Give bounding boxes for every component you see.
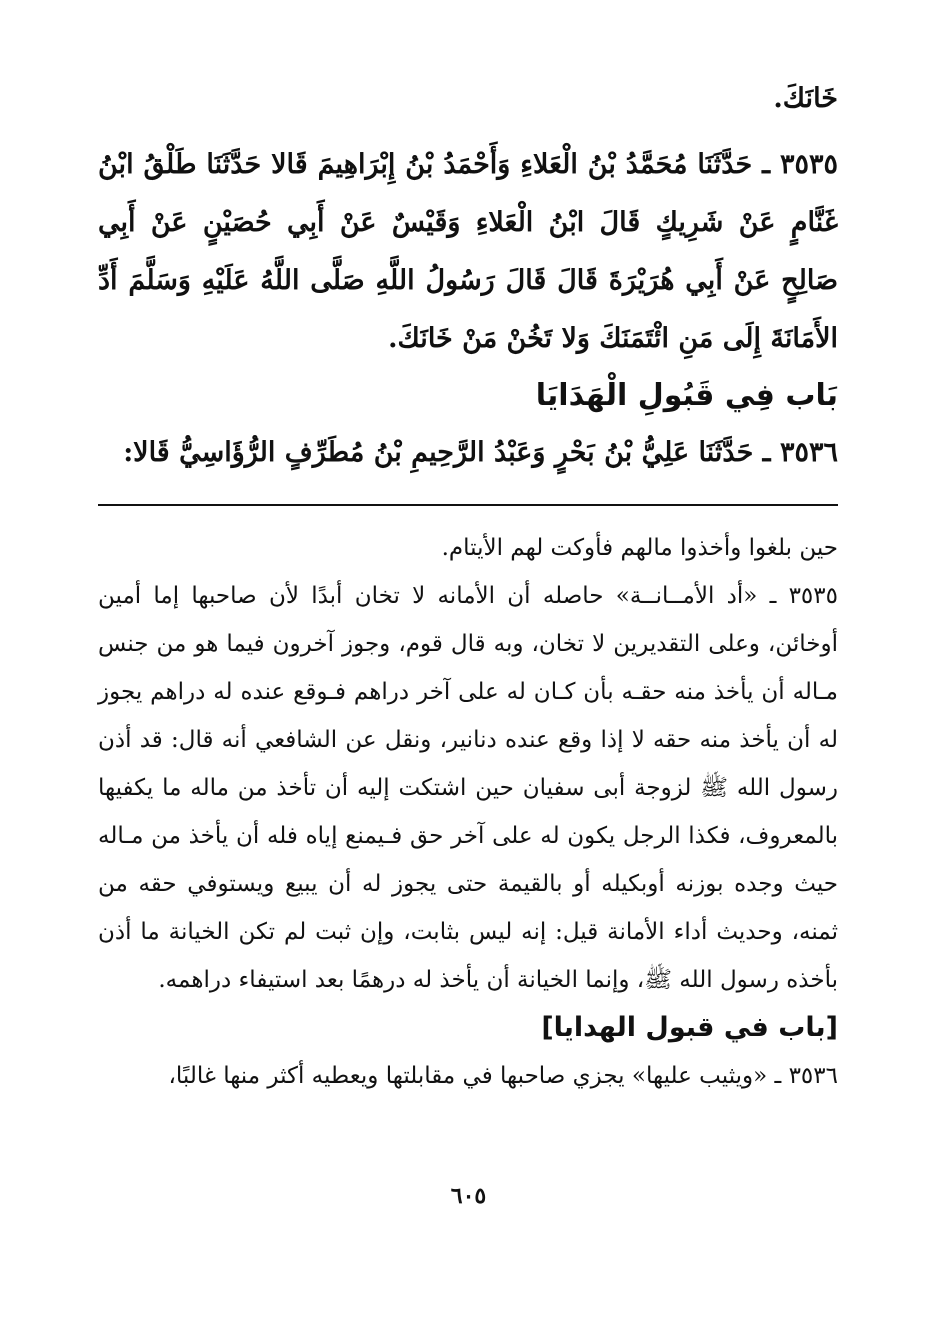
footnote-divider bbox=[98, 504, 838, 506]
hadith-text bbox=[98, 70, 838, 482]
commentary-intro: حين بلغوا وأخذوا مالهم فأوكت لهم الأيتام. bbox=[441, 535, 838, 561]
commentary-note-3535: ٣٥٣٥ ـ «أد الأمــانــة» حاصله أن الأمانه لا تخان أبدًا لأن صاحبها إما أمين أوخائن، وعلى التقديرين لا تخان، وبه قال قوم، وجوز آخرون فيما هو من جنس مـاله أن يأخذ منه حقـه بأن كـان له على آخر دراهم فـوقع عنده له دراهم يجوز له أن يأخذ منه حقه لا إذا وقع عنده دنانير، ونقل عن الشافعي أنه قال: قد أذن رسول الله ﷺ لزوجة أبى سفيان حين اشتكت إليه أن تأخذ من ماله ما يكفيها بالمعروف، فكذا الرجل يكون له على آخر حق فـيمنع إياه فله أن يأخذ من مـاله حيث وجده بوزنه أوبكيله أو بالقيمة حتى يجوز له أن يبيع ويستوفي حقه من ثمنه، وحديث أداء الأمانة قيل: إنه ليس بثابت، وإن ثبت لم تكن الخيانة ما أذن بأخذه رسول الله ﷺ، وإنما الخيانة أن يأخذ له درهمًا بعد استيفاء دراهمه. bbox=[98, 583, 838, 993]
commentary-section bbox=[98, 524, 838, 1100]
page-number: ٦٠٥ bbox=[450, 1183, 487, 1209]
commentary-chapter-title: [باب في قبول الهدايا] bbox=[541, 1012, 838, 1043]
hadith-continuation: خَانَكَ. bbox=[773, 83, 838, 114]
book-page bbox=[98, 70, 838, 1310]
hadith-3536: ٣٥٣٦ ـ حَدَّثَنَا عَلِيُّ بْنُ بَحْرٍ وَعَبْدُ الرَّحِيمِ بْنُ مُطَرِّفٍ الرُّؤَاسِيُّ قَالا: bbox=[123, 437, 838, 468]
hadith-3535: ٣٥٣٥ ـ حَدَّثَنَا مُحَمَّدُ بْنُ الْعَلاءِ وَأَحْمَدُ بْنُ إِبْرَاهِيمَ قَالا حَدَّثَنَا طَلْقُ ابْنُ غَنَّامٍ عَنْ شَرِيكٍ قَالَ ابْنُ الْعَلاءِ وَقَيْسٌ عَنْ أَبِي حُصَيْنٍ عَنْ أَبِي صَالِحٍ عَنْ أَبِي هُرَيْرَةَ قَالَ قَالَ رَسُولُ اللَّهِ صَلَّى اللَّهُ عَلَيْهِ وَسَلَّمَ أَدِّ الأَمَانَةَ إِلَى مَنِ ائْتَمَنَكَ وَلا تَخُنْ مَنْ خَانَكَ. bbox=[98, 149, 838, 354]
chapter-title: بَاب فِي قَبُولِ الْهَدَايَا bbox=[535, 378, 838, 413]
commentary-note-3536: ٣٥٣٦ ـ «ويثيب عليها» يجزي صاحبها في مقابلتها ويعطيه أكثر منها غالبًا، bbox=[168, 1063, 838, 1089]
